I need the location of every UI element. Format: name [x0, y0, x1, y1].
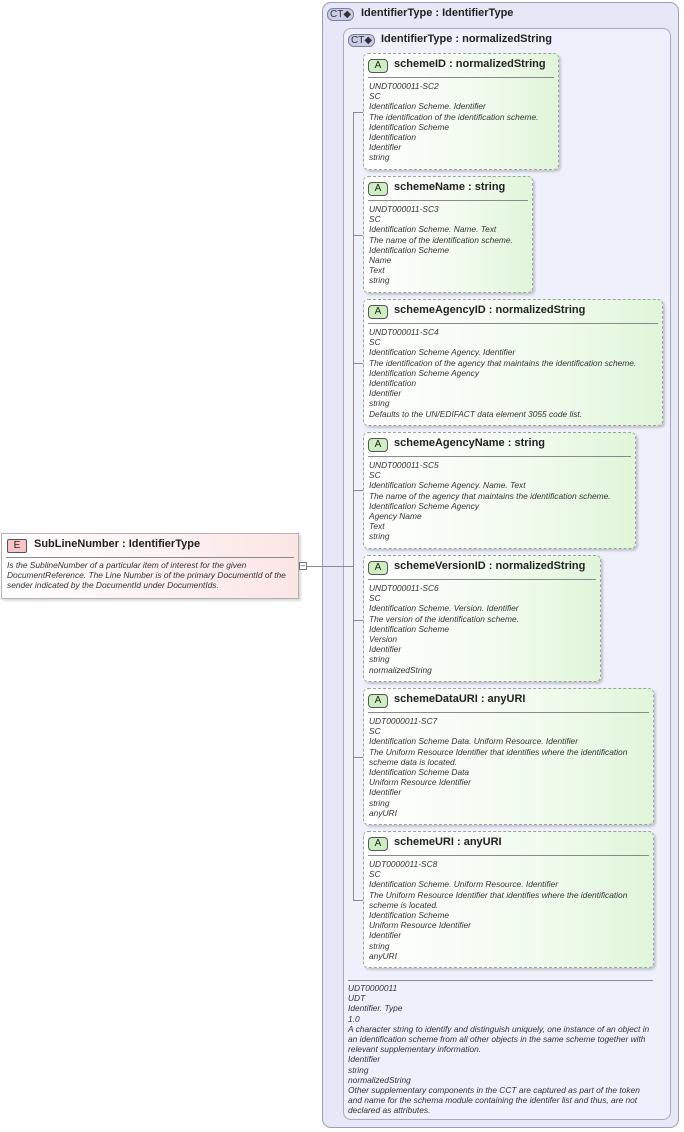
complex-type-base: IdentifierType: [442, 7, 514, 19]
doc-line: SC: [369, 869, 381, 880]
element-name: SubLineNumber: [34, 538, 119, 550]
sequence-collapse-icon[interactable]: –: [300, 561, 306, 570]
attribute-name: schemeID: [394, 58, 446, 70]
connector-line: [323, 566, 353, 567]
element-icon: E: [7, 539, 27, 553]
attribute-icon: A: [368, 438, 388, 452]
element-type: IdentifierType: [128, 538, 201, 550]
doc-line: Text: [369, 265, 385, 276]
attribute-box-schemeuri[interactable]: [363, 831, 654, 968]
doc-line: string: [369, 152, 390, 163]
attribute-name: schemeName: [394, 181, 465, 193]
attribute-name: schemeVersionID: [394, 560, 486, 572]
doc-line: SC: [369, 91, 381, 102]
type-separator: :: [455, 33, 460, 45]
element-title: [34, 538, 200, 550]
type-separator: :: [435, 7, 440, 19]
doc-line: Defaults to the UN/EDIFACT data element 3055 code list.: [369, 408, 583, 419]
divider: [368, 323, 658, 324]
attribute-type: anyURI: [463, 836, 502, 848]
divider: [368, 77, 554, 78]
doc-line: Identification Scheme: [369, 910, 450, 921]
doc-line: UNDT000011-SC2: [369, 81, 439, 91]
doc-line: Identification Scheme. Name. Text: [369, 224, 497, 235]
doc-line: anyURI: [369, 807, 397, 818]
doc-line: Identification: [369, 378, 417, 389]
attribute-box-schemeversionid[interactable]: [363, 555, 601, 682]
doc-line: Uniform Resource Identifier: [369, 920, 471, 931]
divider: [368, 579, 596, 580]
doc-line: Identification Scheme Agency: [369, 500, 480, 511]
doc-line: Identification Scheme: [369, 244, 450, 255]
attribute-name: schemeAgencyID: [394, 304, 486, 316]
attribute-icon: A: [368, 182, 388, 196]
doc-line: SC: [369, 214, 381, 225]
complex-type-base: normalizedString: [462, 33, 552, 45]
doc-line: Identification Scheme. Version. Identifier: [369, 603, 519, 614]
attribute-icon: A: [368, 305, 388, 319]
attribute-name: schemeAgencyName: [394, 437, 505, 449]
doc-line: Agency Name: [369, 511, 422, 522]
doc-line: SC: [369, 593, 381, 604]
attribute-name: schemeDataURI: [394, 693, 478, 705]
complex-type-name: IdentifierType: [361, 7, 433, 19]
doc-line: Identifier. Type: [348, 1003, 403, 1014]
attribute-box-schemedatauri[interactable]: [363, 688, 654, 825]
element-documentation: Is the SublineNumber of a particular item of interest for the given DocumentReference. The Line Number is of the primary DocumentId of the sender indicated by the DocumentId under DocumentIds.: [7, 560, 286, 591]
doc-line: SC: [369, 337, 381, 348]
doc-line: Identifier: [348, 1054, 381, 1065]
connector-branch: [353, 363, 363, 364]
doc-line: The Uniform Resource Identifier that identifies where the identification scheme is located.: [369, 889, 628, 910]
attribute-title: schemeName : string: [394, 181, 506, 193]
attribute-title: schemeVersionID : normalizedString: [394, 560, 586, 572]
doc-line: Name: [369, 255, 392, 266]
doc-line: Identification: [369, 132, 417, 143]
complex-type-outer-title: [361, 7, 513, 19]
attribute-icon: A: [368, 694, 388, 708]
doc-line: Identifier: [369, 787, 402, 798]
attribute-type: normalizedString: [455, 58, 546, 70]
doc-line: string: [369, 531, 390, 542]
doc-line: normalizedString: [348, 1074, 411, 1085]
doc-line: Identification Scheme Data. Uniform Resource. Identifier: [369, 736, 579, 747]
doc-line: UNDT000011-SC3: [369, 204, 439, 214]
doc-line: Version: [369, 634, 398, 645]
doc-line: UNDT000011-SC6: [369, 583, 439, 593]
doc-line: Identification Scheme Agency: [369, 367, 480, 378]
doc-line: The name of the agency that maintains the identification scheme.: [369, 490, 611, 501]
attribute-documentation: [369, 859, 649, 961]
attribute-title: schemeURI : anyURI: [394, 836, 502, 848]
attribute-documentation: [369, 460, 631, 542]
attribute-type: anyURI: [487, 693, 526, 705]
attribute-documentation: [369, 583, 596, 675]
doc-line: Identification Scheme Data: [369, 767, 470, 778]
doc-line: string: [369, 797, 390, 808]
attribute-box-schemename[interactable]: [363, 176, 533, 293]
connector-branch: [353, 620, 363, 621]
doc-line: Other supplementary components in the CCT are captured as part of the token and name for the schema module containing the identifer list and thus, are not declared as attributes.: [348, 1085, 640, 1116]
connector-trunk: [353, 112, 354, 900]
type-documentation: [348, 980, 653, 1116]
doc-line: UDT0000011-SC8: [369, 859, 438, 869]
divider: [368, 456, 631, 457]
connector-branch: [353, 757, 363, 758]
doc-line: The version of the identification scheme.: [369, 613, 519, 624]
doc-line: SC: [369, 470, 381, 481]
doc-line: Identifier: [369, 644, 402, 655]
doc-line: UDT0000011-SC7: [369, 716, 438, 726]
doc-line: 1.0: [348, 1013, 360, 1024]
connector-branch: [353, 112, 363, 113]
doc-line: Text: [369, 521, 385, 532]
doc-line: The name of the identification scheme.: [369, 234, 513, 245]
connector-branch: [353, 235, 363, 236]
attribute-name: schemeURI: [394, 836, 454, 848]
doc-line: UDT0000011: [348, 983, 398, 993]
doc-line: Identification Scheme: [369, 121, 450, 132]
doc-line: The identification of the identification scheme.: [369, 111, 539, 122]
ct-badge-label: CT: [350, 35, 365, 46]
divider: [6, 557, 294, 558]
attribute-type: string: [474, 181, 506, 193]
doc-line: Identification Scheme. Uniform Resource. Identifier: [369, 879, 558, 890]
doc-line: string: [369, 940, 390, 951]
attribute-box-schemeagencyname[interactable]: [363, 432, 636, 549]
element-box[interactable]: [1, 533, 299, 599]
doc-line: Identification Scheme Agency. Name. Text: [369, 480, 526, 491]
attribute-title: schemeDataURI : anyURI: [394, 693, 526, 705]
attribute-type: string: [514, 437, 546, 449]
doc-line: Identifier: [369, 930, 402, 941]
divider: [368, 855, 649, 856]
doc-line: UNDT000011-SC5: [369, 460, 439, 470]
attribute-title: schemeID : normalizedString: [394, 58, 546, 70]
doc-line: normalizedString: [369, 664, 432, 675]
doc-line: Identification Scheme Agency. Identifier: [369, 347, 516, 358]
divider: [348, 980, 653, 981]
doc-line: string: [348, 1064, 369, 1075]
attribute-box-schemeid[interactable]: [363, 53, 559, 170]
doc-line: The Uniform Resource Identifier that identifies where the identification scheme data is located.: [369, 746, 628, 767]
doc-line: UNDT000011-SC4: [369, 327, 439, 337]
doc-line: SC: [369, 726, 381, 737]
attribute-type: normalizedString: [495, 560, 586, 572]
ct-icon: CT◆: [327, 8, 354, 21]
connector-branch: [353, 490, 363, 491]
connector-branch: [353, 900, 363, 901]
attribute-documentation: [369, 716, 649, 818]
attribute-icon: A: [368, 561, 388, 575]
doc-line: The identification of the agency that maintains the identification scheme.: [369, 357, 637, 368]
ct-icon: CT◆: [348, 34, 375, 47]
attribute-documentation: [369, 81, 554, 163]
attribute-box-schemeagencyid[interactable]: [363, 299, 663, 426]
doc-line: UDT: [348, 993, 366, 1004]
divider: [368, 712, 649, 713]
doc-line: Uniform Resource Identifier: [369, 777, 471, 788]
doc-line: Identifier: [369, 388, 402, 399]
ct-badge-label: CT: [329, 9, 344, 20]
doc-line: Identification Scheme: [369, 623, 450, 634]
attribute-documentation: [369, 327, 658, 419]
doc-line: string: [369, 654, 390, 665]
doc-line: Identifier: [369, 142, 402, 153]
doc-line: A character string to identify and distinguish uniquely, one instance of an object in an identification scheme from all other objects in the same scheme together with relevant supplementary information.: [348, 1023, 650, 1055]
attribute-title: schemeAgencyID : normalizedString: [394, 304, 586, 316]
complex-type-name: IdentifierType: [381, 33, 453, 45]
attribute-title: schemeAgencyName : string: [394, 437, 546, 449]
doc-line: string: [369, 275, 390, 286]
divider: [368, 200, 528, 201]
type-separator: :: [122, 538, 126, 550]
doc-line: Identification Scheme. Identifier: [369, 101, 486, 112]
connector-line: [307, 566, 323, 567]
doc-line: anyURI: [369, 950, 397, 961]
attribute-documentation: [369, 204, 528, 286]
complex-type-inner-title: [381, 33, 552, 45]
attribute-icon: A: [368, 59, 388, 73]
attribute-type: normalizedString: [495, 304, 586, 316]
attribute-icon: A: [368, 837, 388, 851]
doc-line: string: [369, 398, 390, 409]
